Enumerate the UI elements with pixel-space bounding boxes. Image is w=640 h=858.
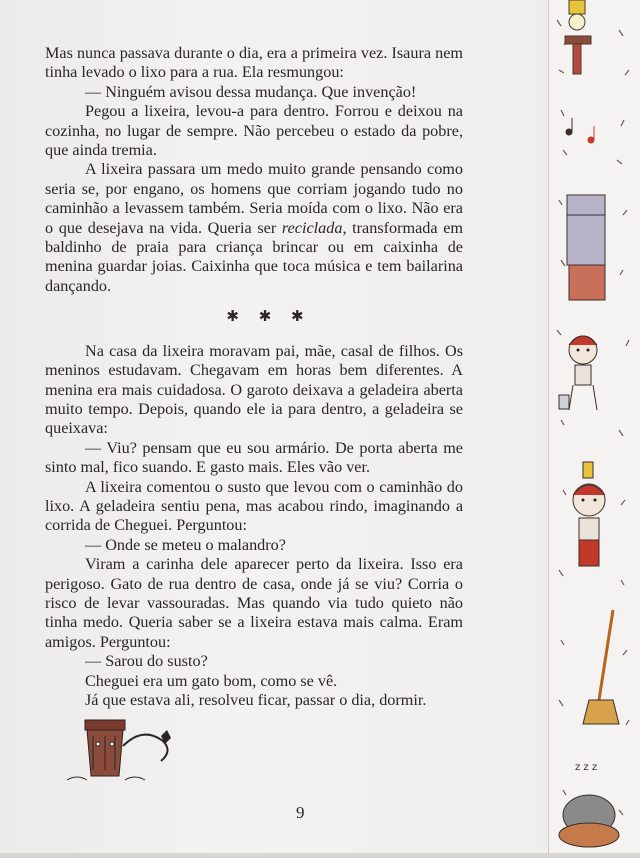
paragraph-text: A lixeira passara um medo muito grande pensando como seria se, por engano, os homens que corriam jogando tudo no caminhão a levassem também. Seria moída com o lixo. Não era o que desejava na vida. Queria ser — [45, 160, 463, 237]
music-notes-icon — [566, 118, 594, 143]
section-separator: ✱ ✱ ✱ — [226, 309, 312, 326]
girl-illustration-icon — [559, 336, 597, 410]
page-number: 9 — [296, 803, 305, 822]
margin-illustrations — [549, 0, 640, 853]
paragraph: — Sarou do susto? — [85, 652, 208, 671]
paragraph: Pegou a lixeira, levou-a para dentro. Forrou e deixou na cozinha, no lugar de sempre. Não percebeu o estado da pobre, que ainda tremia. — [45, 102, 463, 160]
sleeping-cat-icon — [559, 762, 619, 847]
italic-word: reciclada — [281, 218, 343, 237]
lamp-icon — [565, 0, 591, 74]
paragraph-text: , transformada em baldinho de praia para criança brincar ou em caixinha de menina guardar joias. Caixinha que toca música e tem bailarina dançando. — [45, 218, 463, 295]
decorative-margin-strip — [548, 0, 640, 853]
paragraph: Na casa da lixeira moravam pai, mãe, casal de filhos. Os meninos estudavam. Chegavam em horas bem diferentes. A menina era mais cuidadosa. O garoto deixava a geladeira aberta muito tempo. Depois, quando ele ia para dentro, a geladeira se queixava: — [45, 341, 463, 438]
body-text — [45, 44, 463, 710]
paragraph: — Onde se meteu o malandro? — [85, 535, 286, 554]
paragraph: Já que estava ali, resolveu ficar, passar o dia, dormir. — [85, 691, 427, 709]
broom-icon — [583, 610, 619, 724]
trash-bin-illustration-icon — [65, 716, 185, 786]
paragraph: Viram a carinha dele aparecer perto da lixeira. Isso era perigoso. Gato de rua dentro de casa, onde já se viu? Corria o risco de levar vassouradas. Mas quando via tudo quieto não tinha medo. Queria saber se a lixeira estava mais calma. Eram amigos. Perguntou: — [45, 555, 463, 651]
paragraph — [45, 160, 463, 296]
paragraph: Cheguei era um gato bom, como se vê. — [85, 671, 338, 690]
svg-text:z z z: z z z — [575, 762, 598, 773]
fridge-icon — [567, 195, 605, 300]
paragraph: — Ninguém avisou dessa mudança. Que invenção! — [85, 82, 417, 101]
paragraph: A lixeira comentou o susto que levou com o caminhão do lixo. A geladeira sentiu pena, mas acabou rindo, imaginando a corrida de Cheguei. Perguntou: — [45, 477, 463, 535]
boy-illustration-icon — [573, 462, 605, 566]
paragraph: Mas nunca passava durante o dia, era a primeira vez. Isaura nem tinha levado o lixo para a rua. Ela resmungou: — [45, 44, 463, 82]
paragraph: — Viu? pensam que eu sou armário. De porta aberta me sinto mal, fico suando. E gasto mais. Eles vão ver. — [45, 438, 463, 477]
